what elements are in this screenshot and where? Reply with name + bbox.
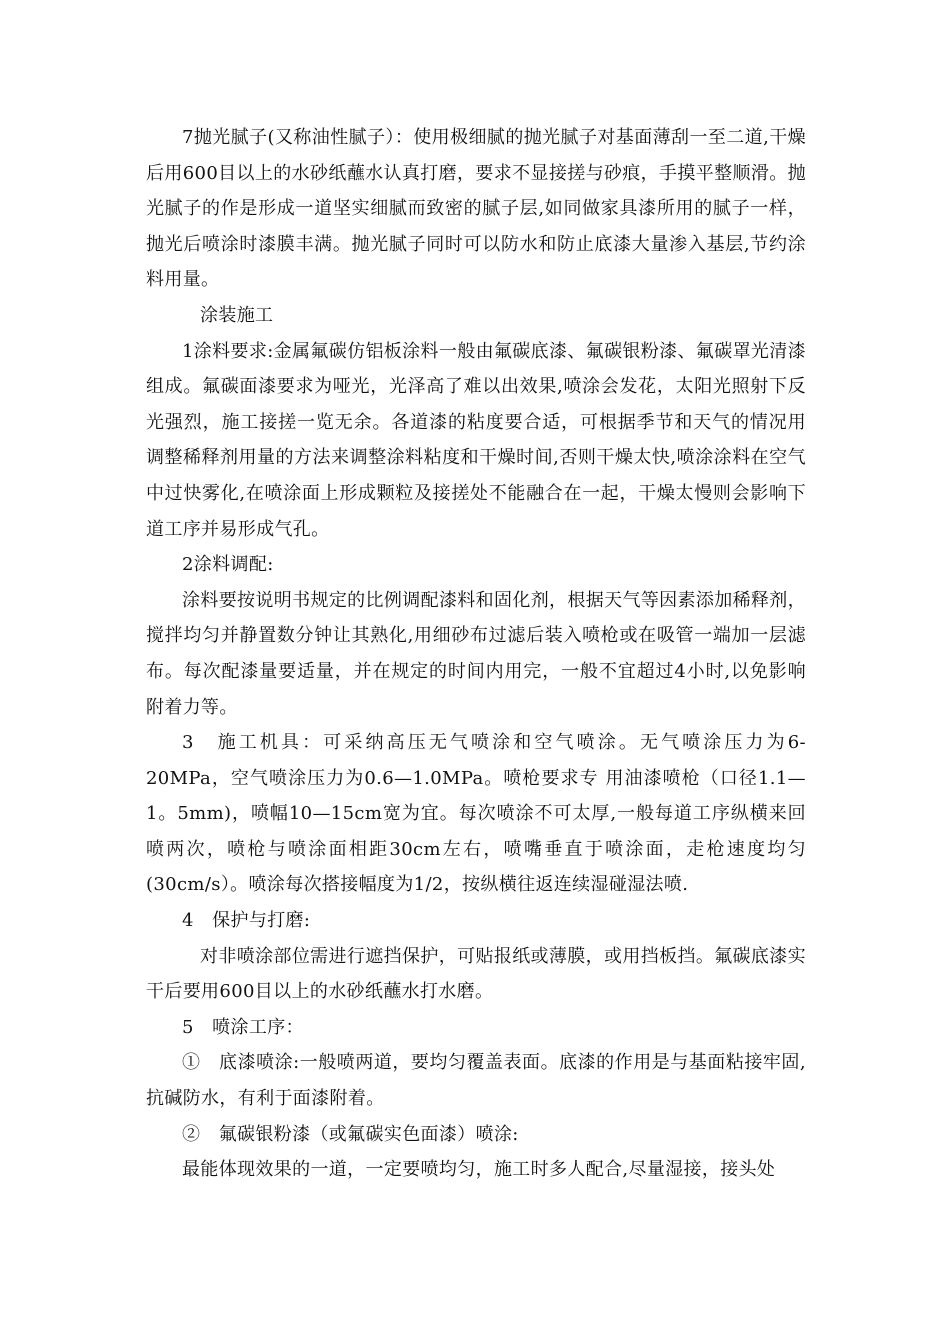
paragraph-silver-paint-body: 最能体现效果的一道，一定要喷均匀，施工时多人配合,尽量湿接，接头处 — [182, 1159, 776, 1181]
document-body — [146, 120, 806, 1188]
paragraph-construction-equipment: 3 施工机具：可采纳高压无气喷涂和空气喷涂。无气喷涂压力为6-20MPa，空气喷涂压力为0.6—1.0MPa。喷枪要求专 用油漆喷枪（口径1.1—1。5mm)，喷幅10—15cm宽为宜。每次喷涂不可太厚,一般每道工序纵横来回喷两次，喷枪与喷涂面相距30cm左右，喷嘴垂直于喷涂面，走枪速度均匀(30cm/s）。喷涂每次搭接幅度为1/2，按纵横往返连续湿碰湿法喷. — [146, 732, 806, 896]
paragraph-primer-spraying: ① 底漆喷涂:一般喷两道，要均匀覆盖表面。底漆的作用是与基面粘接牢固,抗碱防水，有利于面漆附着。 — [146, 1052, 806, 1110]
paragraph-coating-requirements: 1涂料要求:金属氟碳仿铝板涂料一般由氟碳底漆、氟碳银粉漆、氟碳罩光清漆组成。氟碳面漆要求为哑光，光泽高了难以出效果,喷涂会发花，太阳光照射下反光强烈，施工接搓一览无余。各道漆的粘度要合适，可根据季节和天气的情况用调整稀释剂用量的方法来调整涂料粘度和干燥时间,否则干燥太快,喷涂涂料在空气中过快雾化,在喷涂面上形成颗粒及接搓处不能融合在一起，干燥太慢则会影响下道工序并易形成气孔。 — [146, 340, 806, 540]
paragraph-coating-mixing-title: 2涂料调配: — [182, 554, 274, 576]
paragraph-protection-sanding-body: 对非喷涂部位需进行遮挡保护，可贴报纸或薄膜，或用挡板挡。氟碳底漆实干后要用600目以上的水砂纸蘸水打水磨。 — [146, 945, 806, 1003]
paragraph-protection-sanding-title: 4 保护与打磨: — [182, 910, 311, 932]
paragraph-silver-paint-title: ② 氟碳银粉漆（或氟碳实色面漆）喷涂: — [182, 1123, 519, 1145]
paragraph-polishing-putty: 7抛光腻子(又称油性腻子）：使用极细腻的抛光腻子对基面薄刮一至二道,干燥后用600目以上的水砂纸蘸水认真打磨，要求不显接搓与砂痕，手摸平整顺滑。抛光腻子的作是形成一道坚实细腻而致密的腻子层,如同做家具漆所用的腻子一样，抛光后喷涂时漆膜丰满。抛光腻子同时可以防水和防止底漆大量渗入基层,节约涂料用量。 — [146, 127, 806, 291]
paragraph-spraying-process-title: 5 喷涂工序： — [182, 1016, 304, 1038]
section-heading-coating-construction: 涂装施工 — [200, 304, 274, 326]
paragraph-coating-mixing-body: 涂料要按说明书规定的比例调配漆料和固化剂，根据天气等因素添加稀释剂，搅拌均匀并静置数分钟让其熟化,用细砂布过滤后装入喷枪或在吸管一端加一层滤布。每次配漆量要适量，并在规定的时间内用完，一般不宜超过4小时,以免影响附着力等。 — [146, 589, 806, 718]
